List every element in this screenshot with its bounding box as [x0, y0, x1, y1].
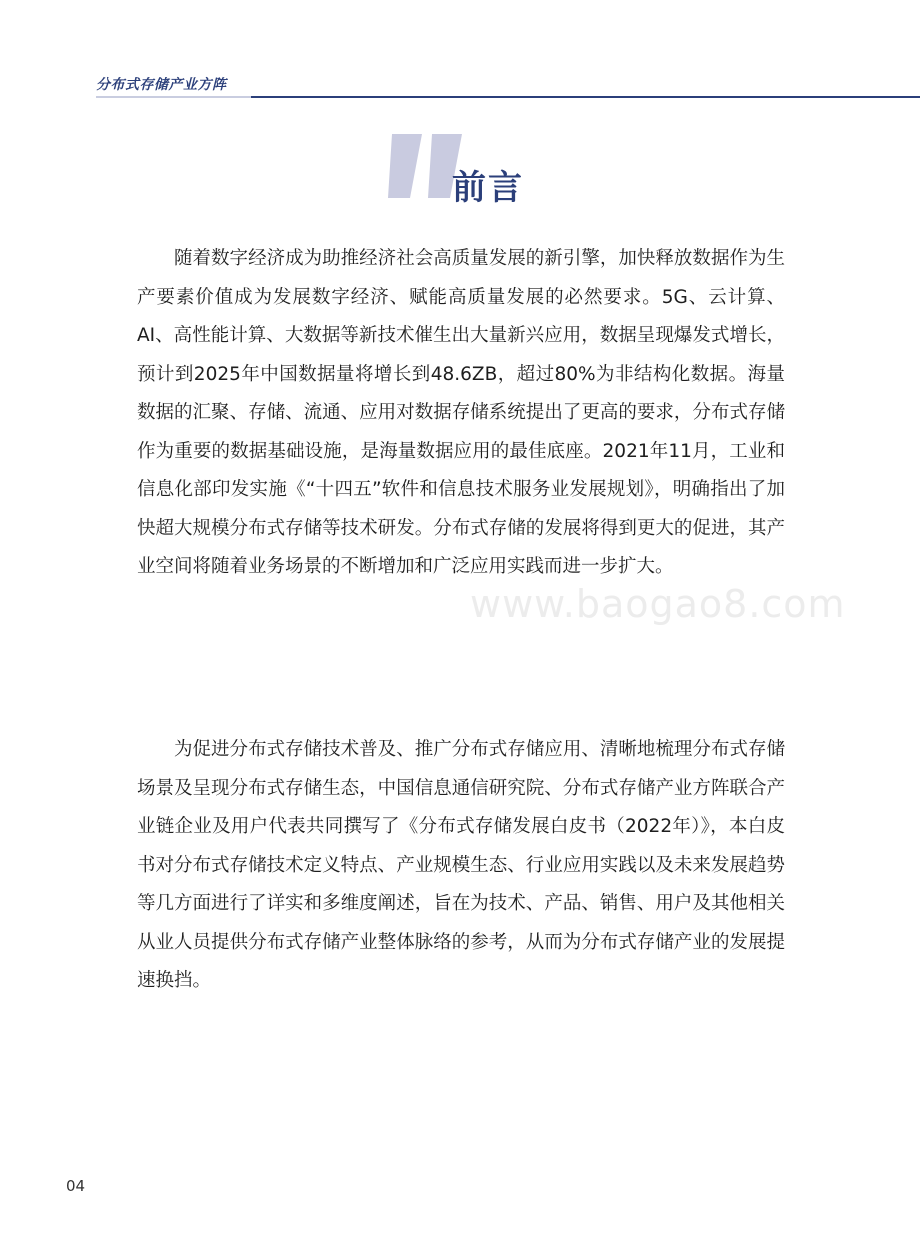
- page-number: 04: [66, 1177, 86, 1195]
- paragraph-1: [137, 240, 785, 587]
- header-rule: [96, 96, 920, 98]
- paragraph-2-text: 为促进分布式存储技术普及、推广分布式存储应用、清晰地梳理分布式存储场景及呈现分布式存储生态，中国信息通信研究院、分布式存储产业方阵联合产业链企业及用户代表共同撰写了《分布式存储发展白皮书（2022年）》，本白皮书对分布式存储技术定义特点、产业规模生态、行业应用实践以及未来发展趋势等几方面进行了详实和多维度阐述，旨在为技术、产品、销售、用户及其他相关从业人员提供分布式存储产业整体脉络的参考，从而为分布式存储产业的发展提速换挡。: [137, 739, 785, 991]
- paragraph-2: [137, 731, 785, 1001]
- header-title: 分布式存储产业方阵: [96, 77, 227, 93]
- watermark: www.baogao8.com: [470, 582, 846, 626]
- section-title: 前言: [452, 168, 524, 208]
- paragraph-1-text: 随着数字经济成为助推经济社会高质量发展的新引擎，加快释放数据作为生产要素价值成为发展数字经济、赋能高质量发展的必然要求。5G、云计算、AI、高性能计算、大数据等新技术催生出大量新兴应用，数据呈现爆发式增长，预计到2025年中国数据量将增长到48.6ZB，超过80%为非结构化数据。海量数据的汇聚、存储、流通、应用对数据存储系统提出了更高的要求，分布式存储作为重要的数据基础设施，是海量数据应用的最佳底座。2021年11月，工业和信息化部印发实施《“十四五”软件和信息技术服务业发展规划》，明确指出了加快超大规模分布式存储等技术研发。分布式存储的发展将得到更大的促进，其产业空间将随着业务场景的不断增加和广泛应用实践而进一步扩大。: [137, 248, 785, 577]
